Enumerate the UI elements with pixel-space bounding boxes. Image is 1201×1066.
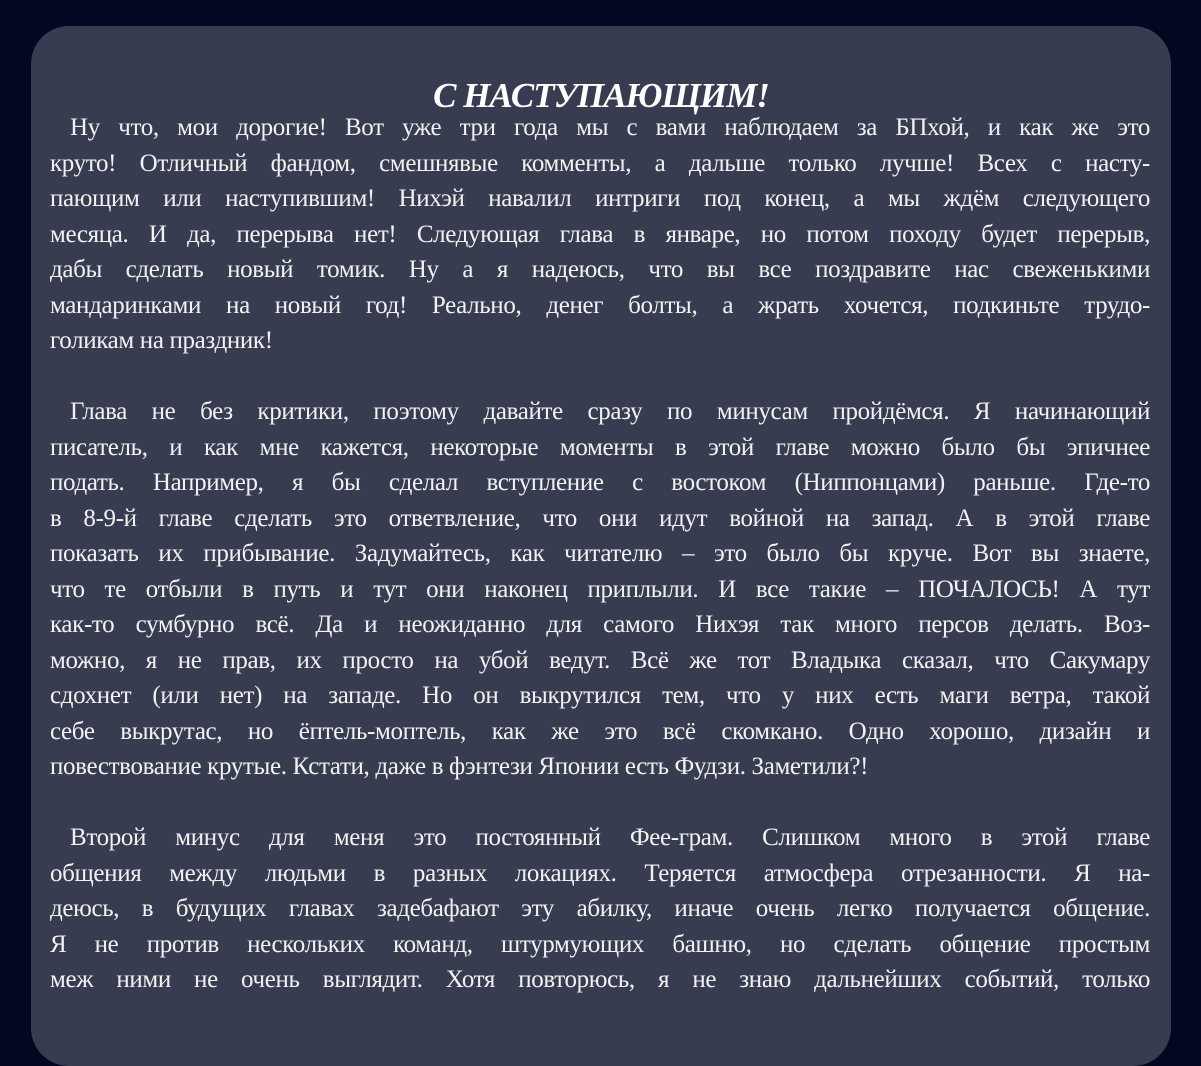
paragraph (50, 394, 1150, 785)
paragraph (50, 110, 1150, 359)
text-line: писатель, и как мне кажется, некоторые моменты в этой главе можно было бы эпичнее (50, 433, 1150, 461)
page-title: С НАСТУПАЮЩИМ! (433, 76, 769, 115)
text-line: можно, я не прав, их просто на убой ведут. Всё же тот Владыка сказал, что Сакумару (50, 646, 1150, 674)
text-line: что те отбыли в путь и тут они наконец приплыли. И все такие – ПОЧАЛОСЬ! А тут (50, 575, 1150, 603)
text-line: меж ними не очень выглядит. Хотя повторюсь, я не знаю дальнейших событий, только (50, 966, 1150, 993)
text-line: в 8-9-й главе сделать это ответвление, что они идут войной на запад. А в этой главе (50, 504, 1150, 532)
text-line: подать. Например, я бы сделал вступление с востоком (Ниппонцами) раньше. Где-то (50, 469, 1150, 496)
text-line: сдохнет (или нет) на западе. Но он выкрутился тем, что у них есть маги ветра, такой (50, 682, 1150, 709)
announcement-card (31, 26, 1171, 1066)
text-line: пающим или наступившим! Нихэй навалил интриги под конец, а мы ждём следующего (50, 185, 1150, 212)
text-line: себе выкрутас, но ёптель-моптель, как же это всё скомкано. Одно хорошо, дизайн и (50, 717, 1150, 745)
text-line: мандаринками на новый год! Реально, денег болты, а жрать хочется, подкиньте трудо- (50, 291, 1150, 319)
text-line: дабы сделать новый томик. Ну а я надеюсь, что вы все поздравите нас свеженькими (50, 256, 1150, 283)
text-line: Глава не без критики, поэтому давайте сразу по минусам пройдёмся. Я начинающий (70, 398, 1150, 425)
text-line: круто! Отличный фандом, смешнявые комменты, а дальше только лучше! Всех с насту- (50, 149, 1150, 177)
text-line: показать их прибывание. Задумайтесь, как читателю – это было бы круче. Вот вы знаете, (50, 540, 1150, 567)
text-line: Я не против нескольких команд, штурмующих башню, но сделать общение простым (50, 930, 1150, 958)
article-body (50, 110, 1150, 998)
text-line: общения между людьми в разных локациях. Теряется атмосфера отрезанности. Я на- (50, 859, 1150, 887)
text-line: повествование крутые. Кстати, даже в фэнтези Японии есть Фудзи. Заметили?! (50, 753, 869, 780)
paragraph-gap (50, 785, 1150, 821)
paragraph-gap (50, 359, 1150, 395)
text-line: Ну что, мои дорогие! Вот уже три года мы с вами наблюдаем за БПхой, и как же это (70, 114, 1150, 141)
text-line: деюсь, в будущих главах задебафают эту абилку, иначе очень легко получается общение. (50, 895, 1150, 922)
text-line: Второй минус для меня это постоянный Фее-грам. Слишком много в этой главе (70, 824, 1150, 851)
text-line: как-то сумбурно всё. Да и неожиданно для самого Нихэя так много персов делать. Воз- (50, 611, 1150, 638)
paragraph (50, 820, 1150, 998)
text-line: месяца. И да, перерыва нет! Следующая глава в январе, но потом походу будет перерыв, (50, 220, 1150, 248)
text-line: голикам на праздник! (50, 327, 273, 354)
